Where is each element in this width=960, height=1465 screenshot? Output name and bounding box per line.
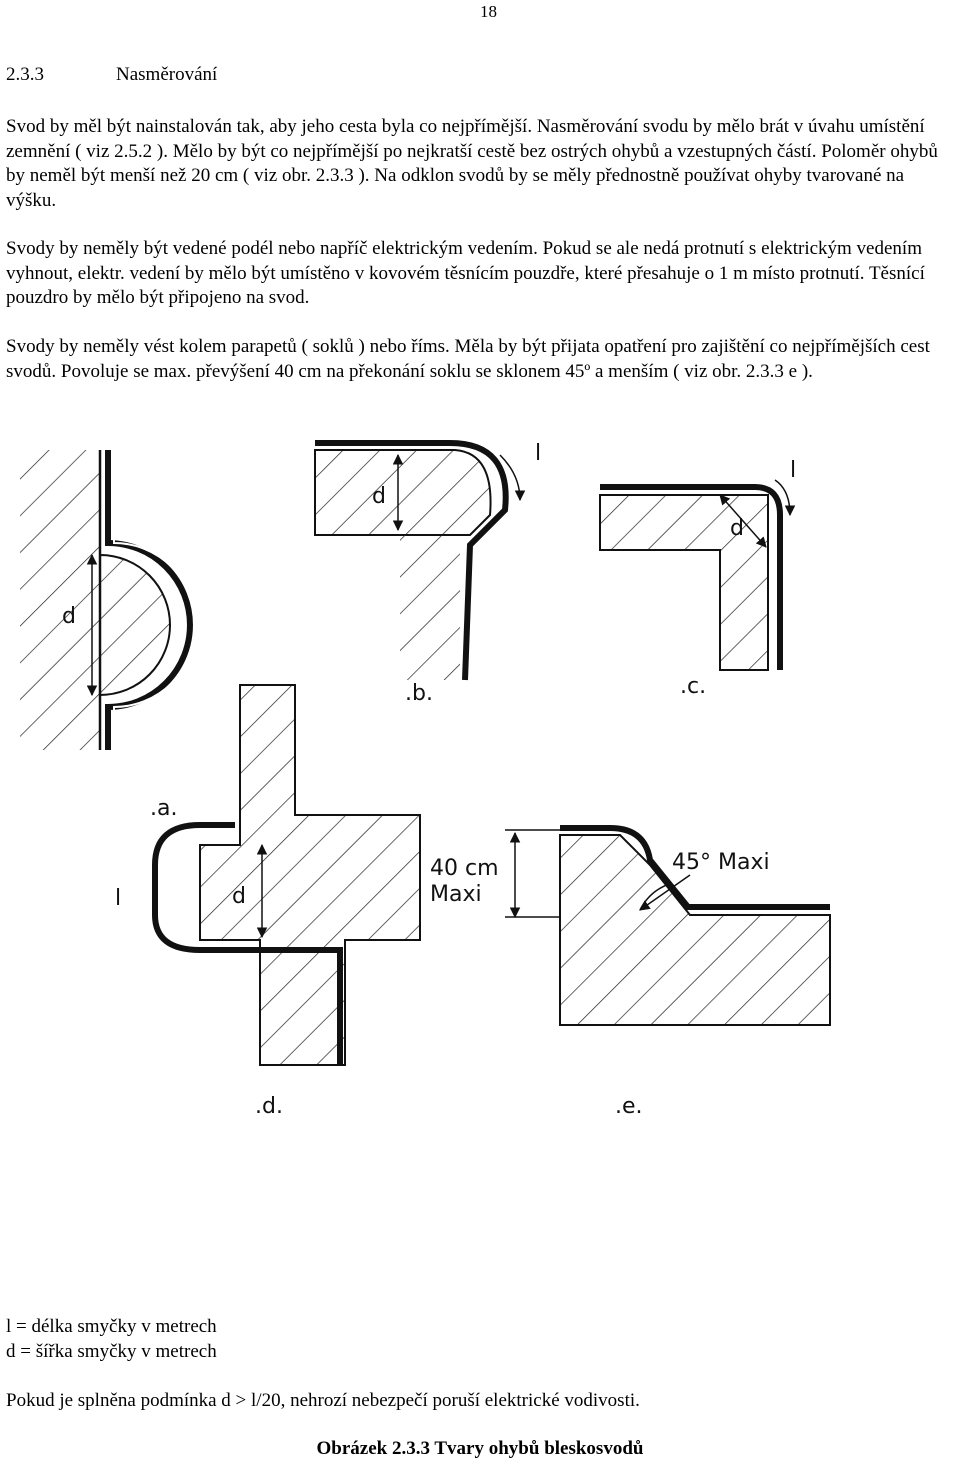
label-b: .b. [405,681,433,706]
section-title: Nasměrování [116,64,218,85]
condition-text: Pokud je splněna podmínka d > l/20, nehrozí nebezpečí poruší elektrické vodivosti. [6,1390,640,1411]
label-e-angle: 45° Maxi [672,850,770,875]
label-d-l: l [115,886,122,911]
figure-e [430,828,830,1119]
label-b-l: l [535,441,542,466]
label-b-d: d [372,484,386,509]
label-c-d: d [730,516,744,541]
label-d-d: d [232,884,246,909]
legend-l: l = délka smyčky v metrech [6,1316,217,1337]
label-d: .d. [255,1094,283,1119]
figure-c [600,458,796,699]
paragraph-power-lines: Svody by neměly být vedené podél nebo napříč elektrickým vedením. Pokud se ale nedá protnutí s elektrickým vedením vyhnout, elektr. vedení by mělo být umístěno v kovovém těsnícím pouzdře, které přesahuje o 1 m místo protnutí. Těsnící pouzdro by mělo být připojeno na svod. [6,238,925,308]
figure-a [20,450,196,821]
label-a-d: d [62,604,76,629]
label-c-l: l [790,458,797,483]
label-e-maxi: Maxi [430,882,482,907]
figure-b [315,441,541,706]
legend-d: d = šířka smyčky v metrech [6,1341,217,1362]
paragraph-routing: Svod by měl být nainstalován tak, aby jeho cesta byla co nejpřímější. Nasměrování svodu by mělo brát v úvahu umístění zemnění ( viz 2.5.2 ). Mělo by být co nejpřímější po nejkratší cestě bez ostrých ohybů a vzestupných částí. Poloměr ohybů by neměl být menší než 20 cm ( viz obr. 2.3.3 ). Na odklon svodů by se měly přednostně používat ohyby tvarované na výšku. [6,116,938,211]
label-e: .e. [615,1094,643,1119]
paragraph-parapets: Svody by neměly vést kolem parapetů ( soklů ) nebo říms. Měla by být přijata opatření pro zajištění co nejpřímějších cest svodů. Povoluje se max. převýšení 40 cm na překonání soklu se sklonem 45º a menším ( viz obr. 2.3.3 e ). [6,336,930,382]
label-c: .c. [680,674,707,699]
bend-shapes-figure [0,425,960,1125]
section-number: 2.3.3 [6,64,44,85]
page-number: 18 [480,2,497,21]
label-a: .a. [150,796,178,821]
section-heading [6,64,217,86]
figure-caption: Obrázek 2.3.3 Tvary ohybů bleskosvodů [316,1438,644,1459]
label-e-height: 40 cm [430,856,499,881]
figure-d [115,685,420,1119]
